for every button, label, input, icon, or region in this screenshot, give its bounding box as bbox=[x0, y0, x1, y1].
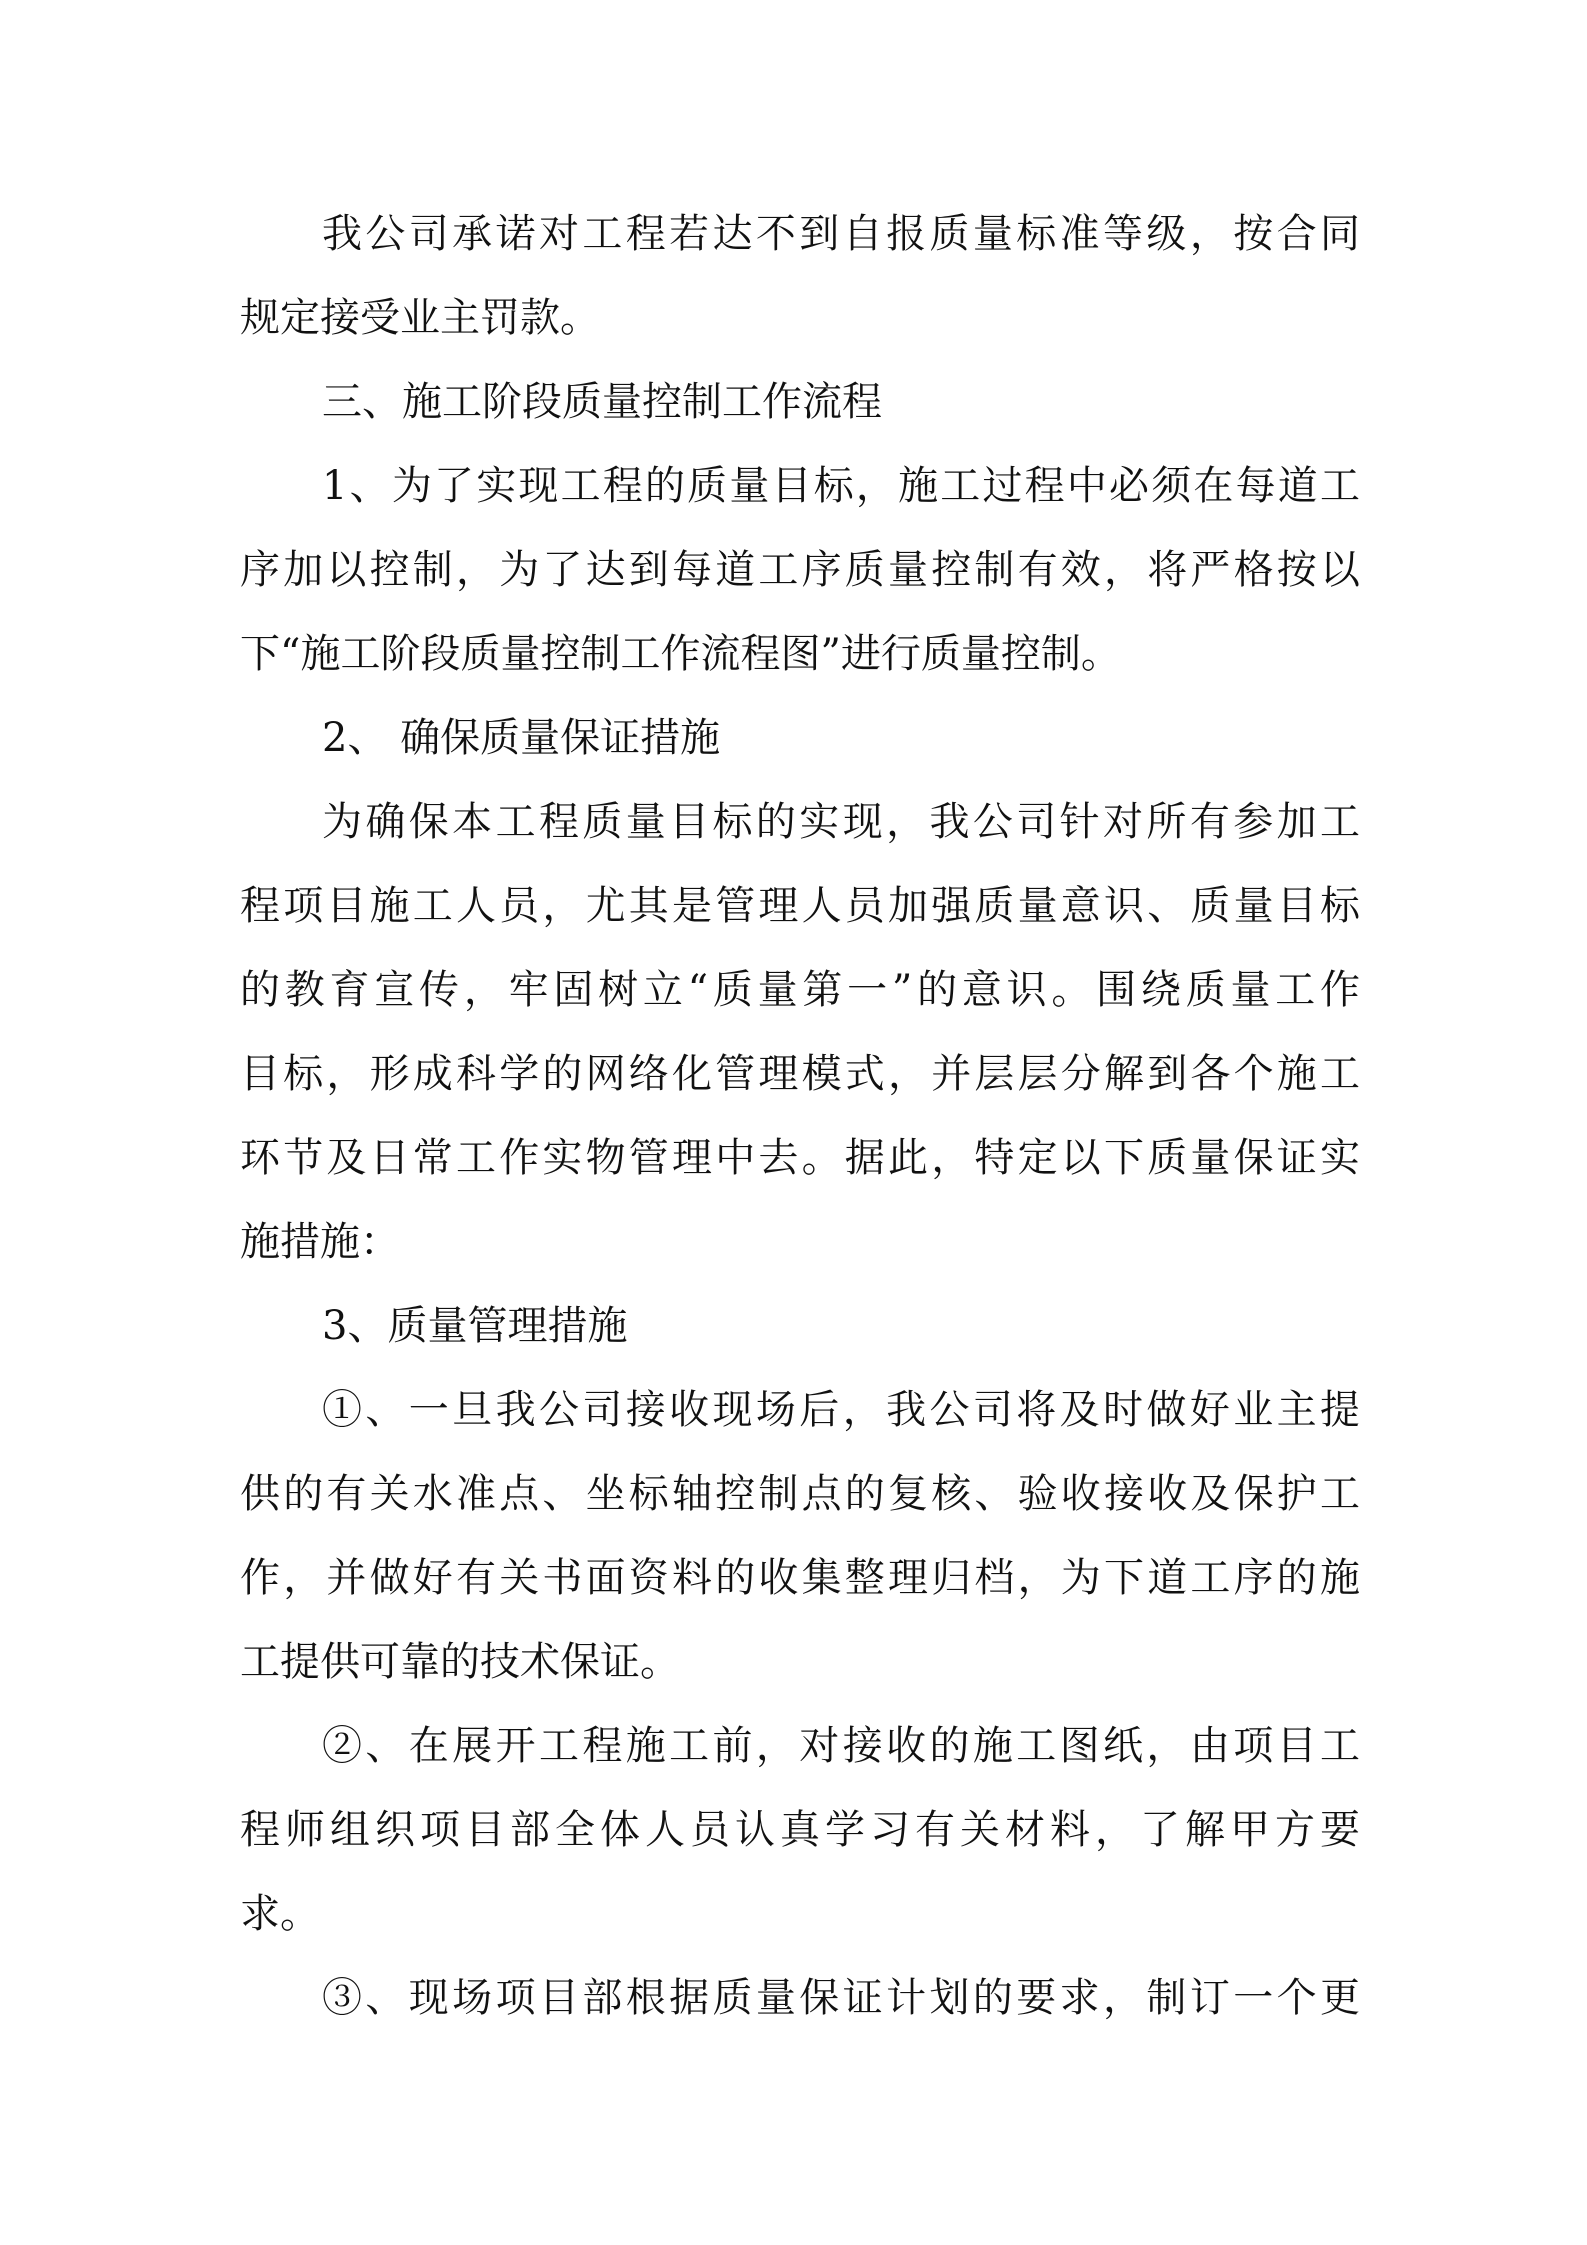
paragraph-line: ①、一旦我公司接收现场后，我公司将及时做好业主提 bbox=[322, 1387, 1360, 1433]
paragraph-line: 环节及日常工作实物管理中去。据此，特定以下质量保证实 bbox=[240, 1135, 1360, 1181]
paragraph-line: 1、为了实现工程的质量目标，施工过程中必须在每道工 bbox=[322, 463, 1360, 509]
paragraph-line: 程师组织项目部全体人员认真学习有关材料，了解甲方要 bbox=[240, 1807, 1360, 1853]
section-heading: 2、 确保质量保证措施 bbox=[322, 715, 721, 761]
paragraph-line: ③、现场项目部根据质量保证计划的要求，制订一个更 bbox=[322, 1975, 1360, 2021]
paragraph-line: 目标，形成科学的网络化管理模式，并层层分解到各个施工 bbox=[240, 1051, 1360, 1097]
paragraph-line: 的教育宣传，牢固树立“质量第一”的意识。围绕质量工作 bbox=[240, 967, 1360, 1013]
paragraph-line: 供的有关水准点、坐标轴控制点的复核、验收接收及保护工 bbox=[240, 1471, 1360, 1517]
paragraph-line: 序加以控制，为了达到每道工序质量控制有效，将严格按以 bbox=[240, 547, 1360, 593]
paragraph-line: 程项目施工人员，尤其是管理人员加强质量意识、质量目标 bbox=[240, 883, 1360, 929]
paragraph-line: 作，并做好有关书面资料的收集整理归档，为下道工序的施 bbox=[240, 1555, 1360, 1601]
paragraph-line: 施措施： bbox=[240, 1219, 400, 1265]
section-heading: 三、施工阶段质量控制工作流程 bbox=[322, 379, 882, 425]
paragraph-line: 规定接受业主罚款。 bbox=[240, 295, 600, 341]
paragraph-line: 下“施工阶段质量控制工作流程图”进行质量控制。 bbox=[240, 631, 1121, 677]
paragraph-line: 我公司承诺对工程若达不到自报质量标准等级，按合同 bbox=[322, 211, 1360, 257]
paragraph-line: 求。 bbox=[240, 1891, 320, 1937]
paragraph-line: 工提供可靠的技术保证。 bbox=[240, 1639, 680, 1685]
paragraph-line: ②、在展开工程施工前，对接收的施工图纸，由项目工 bbox=[322, 1723, 1360, 1769]
section-heading: 3、质量管理措施 bbox=[322, 1303, 628, 1349]
paragraph-line: 为确保本工程质量目标的实现，我公司针对所有参加工 bbox=[322, 799, 1360, 845]
